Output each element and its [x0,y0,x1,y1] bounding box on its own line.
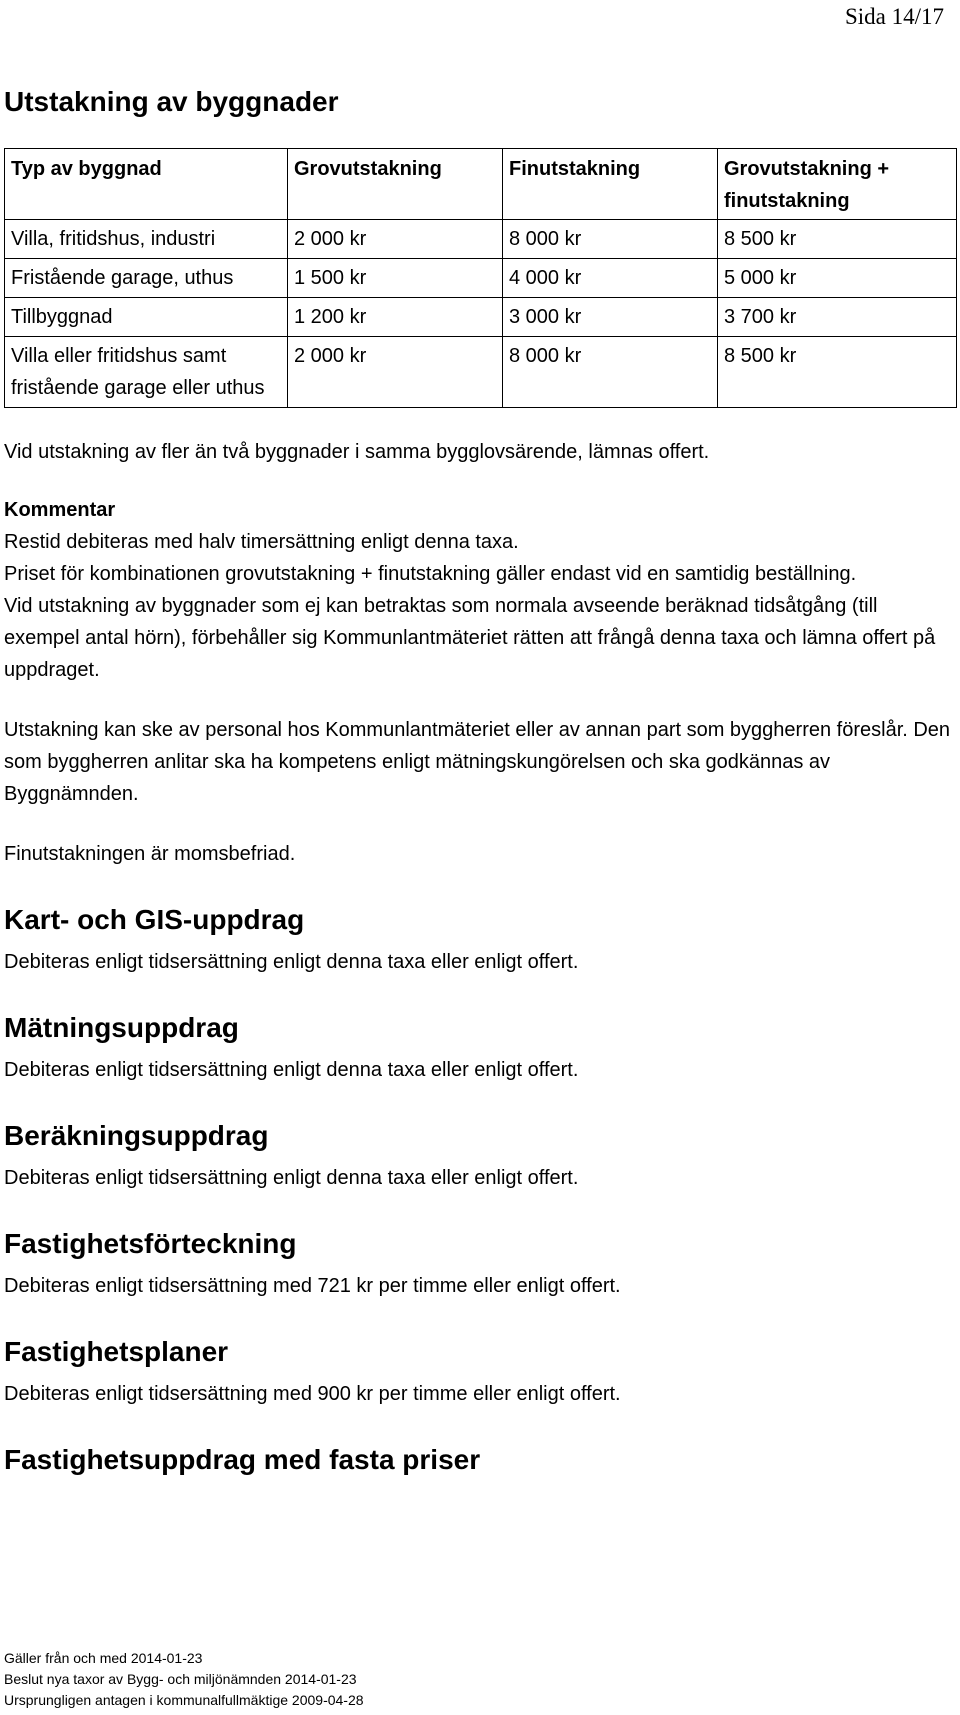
table-cell: 8 500 kr [718,337,957,408]
section-heading: Fastighetsuppdrag med fasta priser [4,1444,481,1475]
footer-line: Gäller från och med 2014-01-23 [4,1650,203,1666]
table-row [5,337,957,408]
section-fastighetsplaner [4,1334,956,1410]
table-row [5,259,957,298]
table-cell: 8 500 kr [718,220,957,259]
table-row [5,298,957,337]
table-row [5,220,957,259]
table-cell: 3 000 kr [503,298,718,337]
table-cell: 2 000 kr [288,220,503,259]
table-cell: 1 500 kr [288,259,503,298]
table-cell: 1 200 kr [288,298,503,337]
comment-line: Priset för kombinationen grovutstakning + finutstakning gäller endast vid en samtidig beställning. [4,563,857,585]
comment-line: Vid utstakning av byggnader som ej kan betraktas som normala avseende beräknad tidsåtgång (till exempel antal hörn), förbehåller sig Kommunlantmäteriet rätten att frångå denna taxa och lämna offert på uppdraget. [4,595,936,681]
section-heading: Mätningsuppdrag [4,1012,239,1043]
page-number: Sida 14/17 [844,4,944,29]
table-cell: Fristående garage, uthus [5,259,288,298]
fee-table [4,148,957,408]
section-matning [4,1010,956,1086]
multi-building-note: Vid utstakning av fler än två byggnader i samma bygglovsärende, lämnas offert. [4,441,710,463]
table-header-cell: Typ av byggnad [5,149,288,220]
table-cell: 4 000 kr [503,259,718,298]
table-cell: 8 000 kr [503,337,718,408]
footer-line: Beslut nya taxor av Bygg- och miljönämnden 2014-01-23 [4,1671,357,1687]
table-cell: 3 700 kr [718,298,957,337]
table-header-cell: Finutstakning [503,149,718,220]
comment-line: Restid debiteras med halv timersättning enligt denna taxa. [4,531,519,553]
comment-title: Kommentar [4,499,116,521]
footer-line: Ursprungligen antagen i kommunalfullmäktige 2009-04-28 [4,1692,364,1708]
table-cell: Tillbyggnad [5,298,288,337]
section-heading: Fastighetsförteckning [4,1228,297,1259]
table-header-row [5,149,957,220]
table-cell: Villa, fritidshus, industri [5,220,288,259]
section-heading: Fastighetsplaner [4,1336,229,1367]
footer [4,1648,364,1711]
table-cell: 8 000 kr [503,220,718,259]
section-fastighetsforteckning [4,1226,956,1302]
page-title: Utstakning av byggnader [4,86,339,117]
section-text: Debiteras enligt tidsersättning enligt denna taxa eller enligt offert. [4,1059,579,1081]
section-text: Debiteras enligt tidsersättning med 900 kr per timme eller enligt offert. [4,1383,621,1405]
section-text: Debiteras enligt tidsersättning enligt denna taxa eller enligt offert. [4,951,579,973]
table-header-cell: Grovutstakning + finutstakning [718,149,957,220]
section-text: Debiteras enligt tidsersättning med 721 kr per timme eller enligt offert. [4,1275,621,1297]
table-header-cell: Grovutstakning [288,149,503,220]
vat-paragraph: Finutstakningen är momsbefriad. [4,843,296,865]
section-berakning [4,1118,956,1194]
table-cell: 5 000 kr [718,259,957,298]
section-heading: Beräkningsuppdrag [4,1120,269,1151]
staff-paragraph: Utstakning kan ske av personal hos Kommunlantmäteriet eller av annan part som byggherren föreslår. Den som byggherren anlitar ska ha kompetens enligt mätningskungörelsen och ska godkännas av Byggnämnden. [4,719,951,805]
document-body [4,84,956,1478]
table-cell: 2 000 kr [288,337,503,408]
table-cell: Villa eller fritidshus samt fristående garage eller uthus [5,337,288,408]
section-text: Debiteras enligt tidsersättning enligt denna taxa eller enligt offert. [4,1167,579,1189]
section-heading: Kart- och GIS-uppdrag [4,904,305,935]
section-fasta-priser [4,1442,956,1478]
comment-block [4,494,956,686]
section-kart-gis [4,902,956,978]
